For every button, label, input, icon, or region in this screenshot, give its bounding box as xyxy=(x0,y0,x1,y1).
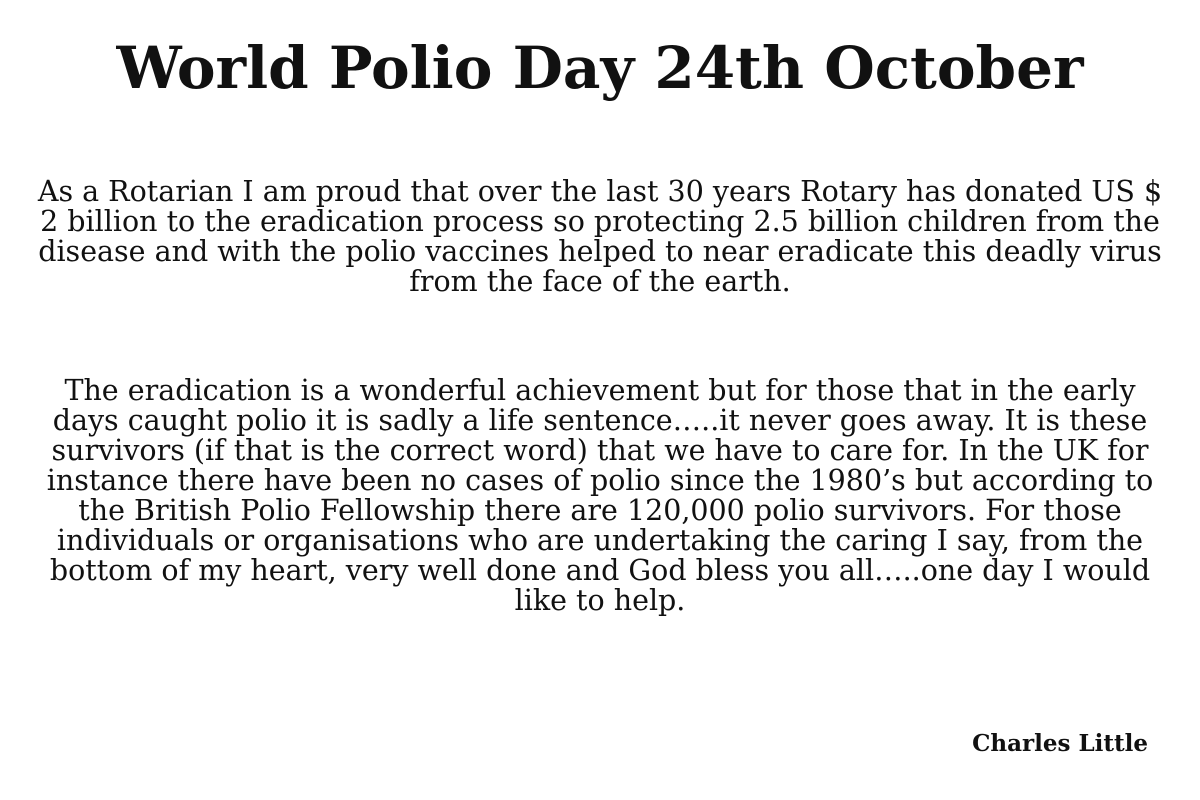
page-title: World Polio Day 24th October xyxy=(116,34,1084,102)
paragraph-rotary-donation: As a Rotarian I am proud that over the last 30 years Rotary has donated US $ 2 billion to the eradication process so protecting 2.5 billion children from the disease and with the polio vaccines helped to near eradicate this deadly virus from the face of the earth. xyxy=(37,175,1163,298)
paragraph-polio-survivors: The eradication is a wonderful achievement but for those that in the early days caught polio it is sadly a life sentence…..it never goes away. It is these survivors (if that is the correct word) that we have to care for. In the UK for instance there have been no cases of polio since the 1980’s but according to the British Polio Fellowship there are 120,000 polio survivors. For those individuals or organisations who are undertaking the caring I say, from the bottom of my heart, very well done and God bless you all…..one day I would like to help. xyxy=(46,374,1154,617)
author-signature: Charles Little xyxy=(972,730,1148,757)
